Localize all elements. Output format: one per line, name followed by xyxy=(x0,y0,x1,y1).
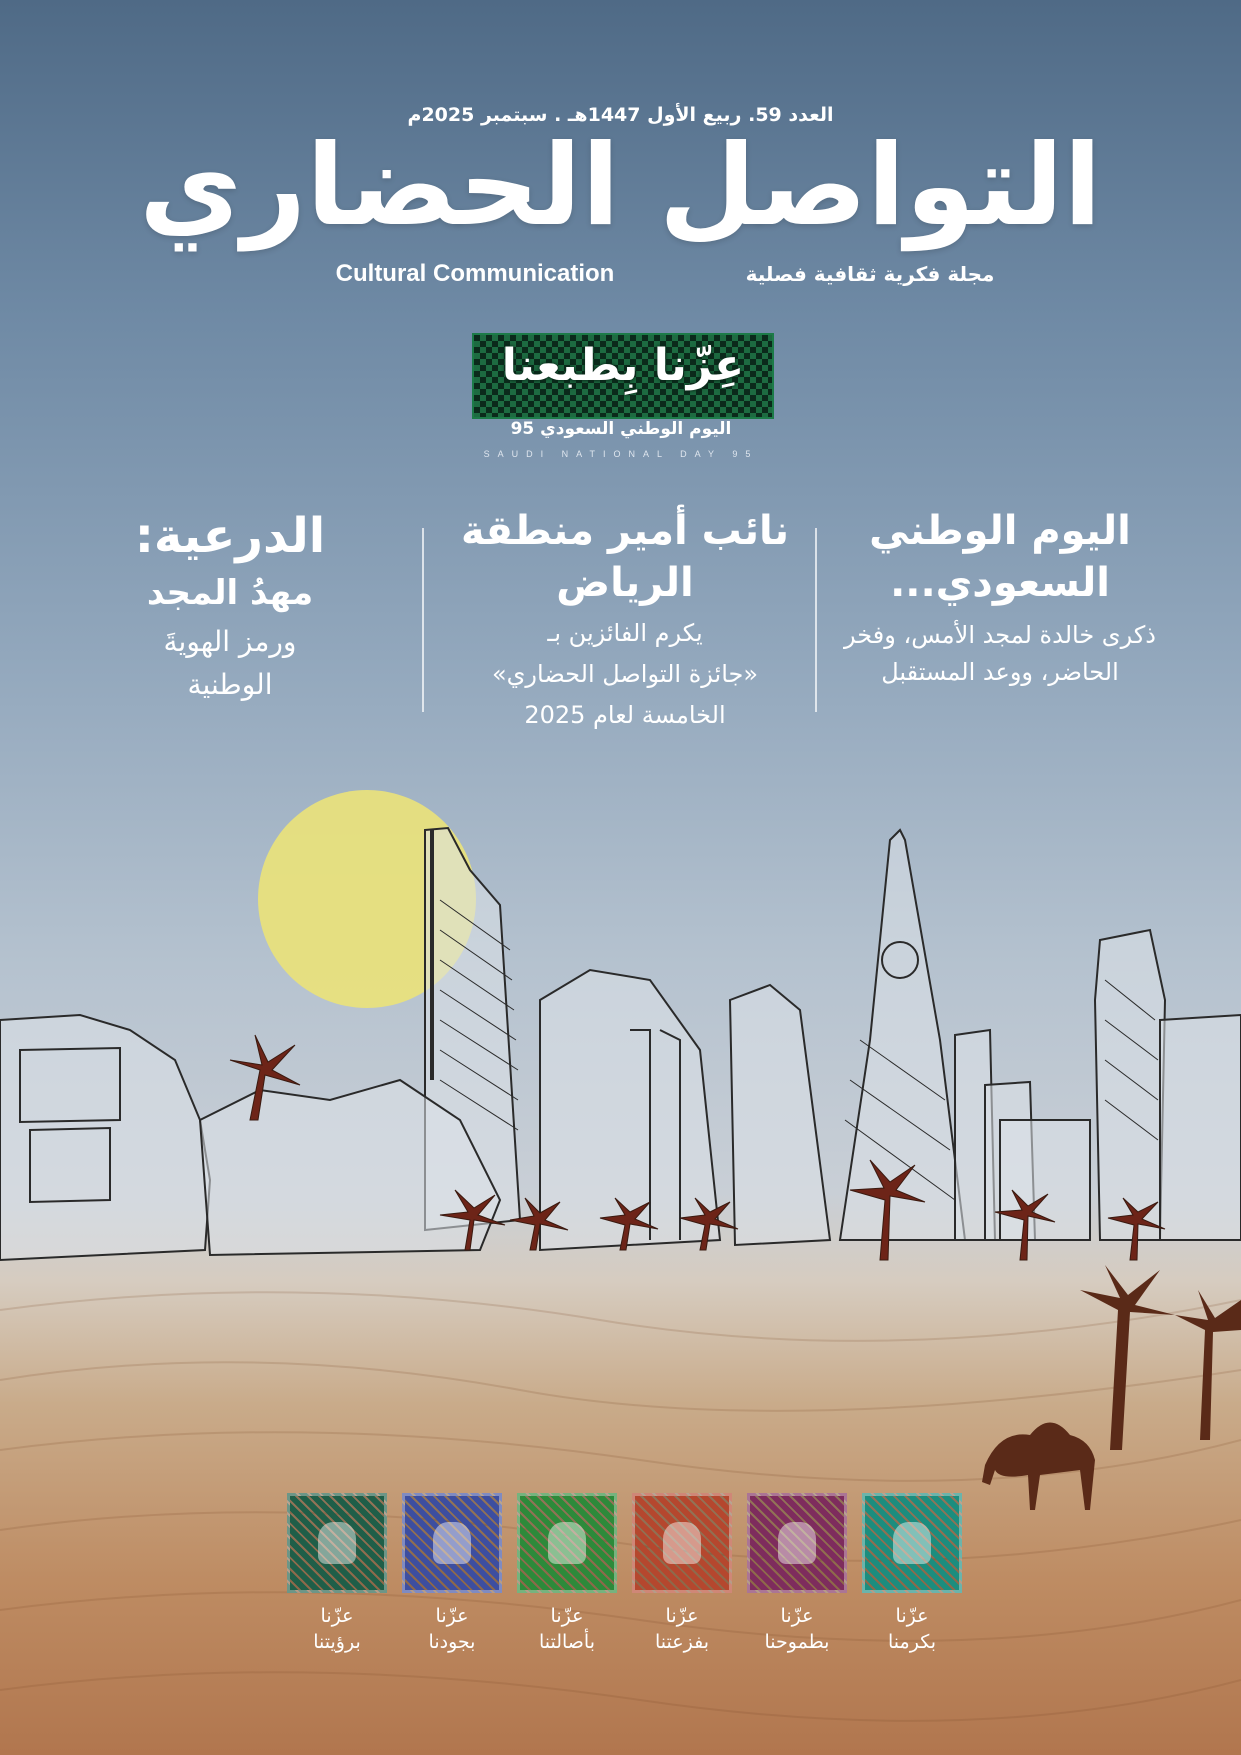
feature-title: الدرعية: xyxy=(134,508,326,564)
badge-coffee-pot xyxy=(862,1493,962,1593)
badge-label-top: عزّنا xyxy=(435,1605,469,1627)
badge-label xyxy=(514,1604,620,1655)
badge-label-bottom: بطموحنا xyxy=(764,1630,830,1653)
badge-label-bottom: بأصالتنا xyxy=(538,1630,596,1653)
feature-riyadh-award xyxy=(455,505,795,735)
issue-line: العدد 59. ربيع الأول 1447هـ . سبتمبر 2025م xyxy=(407,104,834,126)
badge-label xyxy=(744,1604,850,1655)
national-day-logo-title: عِزّنا بِطبعنا xyxy=(501,340,745,391)
feature-title: نائب أمير منطقة الرياض xyxy=(460,508,790,606)
badge-label-top: عزّنا xyxy=(780,1605,814,1627)
feature-national-day xyxy=(840,505,1160,691)
masthead-title: التواصل الحضاري xyxy=(139,121,1102,251)
badge-label xyxy=(284,1604,390,1655)
feature-subtitle: مهدُ المجد xyxy=(146,573,314,614)
badge-label-bottom: بفزعتنا xyxy=(655,1630,709,1653)
badge-mandala xyxy=(287,1493,387,1593)
badge-label-top: عزّنا xyxy=(550,1605,584,1627)
tree-icon xyxy=(548,1522,586,1564)
national-day-logo-english: SAUDI NATIONAL DAY 95 xyxy=(483,449,759,459)
feature-description: ذكرى خالدة لمجد الأمس، وفخر الحاضر، ووعد المستقبل xyxy=(844,621,1156,687)
badge-label-bottom: بجودنا xyxy=(428,1630,476,1653)
badge-label-top: عزّنا xyxy=(895,1605,929,1627)
heart-hands-icon xyxy=(663,1522,701,1564)
badge-tree xyxy=(517,1493,617,1593)
badge-label xyxy=(399,1604,505,1655)
national-day-logo-subtitle: اليوم الوطني السعودي 95 xyxy=(510,419,732,439)
mandala-icon xyxy=(318,1522,356,1564)
vase-icon xyxy=(433,1522,471,1564)
feature-title: اليوم الوطني السعودي... xyxy=(869,508,1131,606)
badge-label-top: عزّنا xyxy=(320,1605,354,1627)
feature-line: ورمز الهويةَ xyxy=(163,625,297,659)
feature-line: الخامسة لعام 2025 xyxy=(524,701,726,730)
badge-mountain xyxy=(747,1493,847,1593)
badge-label xyxy=(859,1604,965,1655)
desert-dunes xyxy=(0,1250,1241,1755)
masthead-english: Cultural Communication xyxy=(335,260,615,287)
feature-line: «جائزة التواصل الحضاري» xyxy=(491,660,759,689)
badge-label-bottom: بكرمنا xyxy=(888,1630,936,1653)
badge-vase xyxy=(402,1493,502,1593)
badge-heart-hands xyxy=(632,1493,732,1593)
feature-line: يكرم الفائزين بـ xyxy=(547,619,703,647)
badge-label-bottom: برؤيتنا xyxy=(313,1630,361,1653)
mountain-icon xyxy=(778,1522,816,1564)
feature-diriyah xyxy=(80,505,380,707)
badge-label-top: عزّنا xyxy=(665,1605,699,1627)
column-divider xyxy=(815,528,817,712)
masthead-tagline: مجلة فكرية ثقافية فصلية xyxy=(745,262,995,286)
feature-line: الوطنية xyxy=(187,668,273,702)
badge-label xyxy=(629,1604,735,1655)
column-divider xyxy=(422,528,424,712)
coffee-pot-icon xyxy=(893,1522,931,1564)
